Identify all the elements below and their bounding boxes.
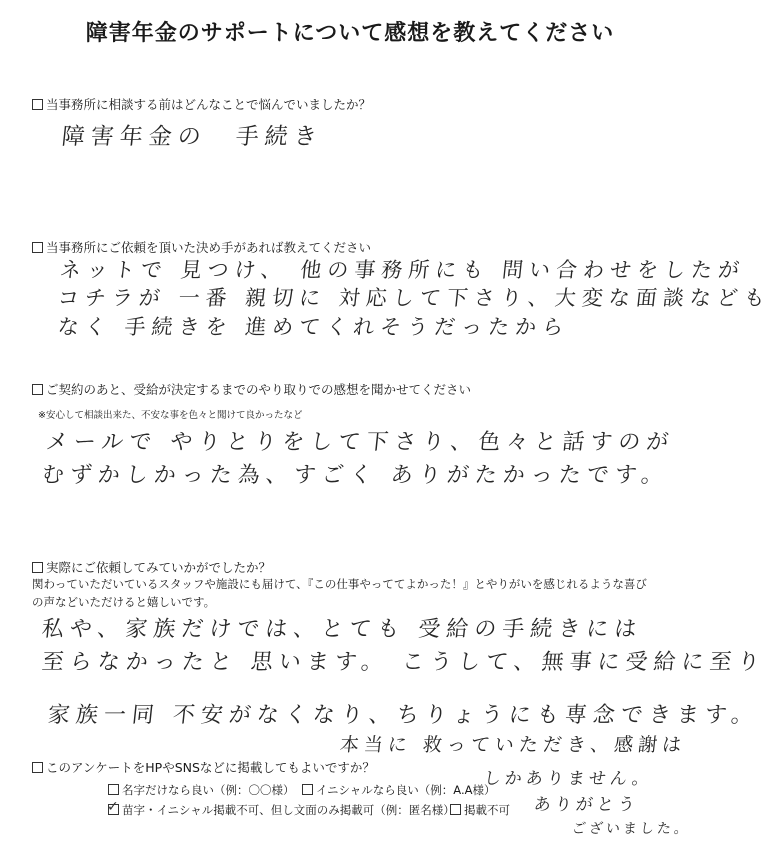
question-5 [32, 758, 375, 776]
option-initials-label: イニシャルなら良い（例：A.A様） [316, 783, 496, 797]
checkbox-icon [32, 99, 43, 110]
option-anonymous[interactable] [107, 799, 455, 818]
checkbox-icon [32, 562, 43, 573]
question-4-desc-line-1: 関わっていただいているスタッフや施設にも届けて、『この仕事やっててよかった！』とやりがいを感じれるような喜び [32, 577, 647, 591]
answer-4-line-7: ございました。 [571, 821, 692, 837]
question-4-text: 実際にご依頼してみていかがでしたか？ [46, 560, 272, 575]
answer-3-line-2: むずかしかった為、すごく ありがたかったです。 [40, 463, 671, 488]
question-1-text: 当事務所に相談する前はどんなことで悩んでいましたか？ [46, 97, 372, 112]
question-4 [32, 558, 271, 576]
answer-1: 障害年金の 手続き [60, 124, 325, 150]
question-3 [32, 380, 471, 398]
answer-3-line-1: メールで やりとりをして下さり、色々と話すのが [44, 430, 676, 455]
option-anonymous-label: 苗字・イニシャル掲載不可、但し文面のみ掲載可（例：匿名様） [122, 803, 455, 817]
answer-4-line-6: ありがとう [532, 795, 640, 815]
answer-4-line-5: しかありません。 [482, 769, 654, 789]
checkbox-icon [32, 762, 43, 773]
option-no-publish[interactable] [450, 802, 510, 818]
question-5-text: このアンケートをHPやSNSなどに掲載してもよいですか？ [46, 760, 375, 775]
question-3-note: ※安心して相談出来た、不安な事を色々と聞けて良かったなど [38, 410, 303, 421]
checkbox-icon[interactable] [450, 804, 461, 815]
question-2-text: 当事務所にご依頼を頂いた決め手があれば教えてください [46, 240, 372, 255]
checkbox-icon [32, 242, 43, 253]
answer-2-line-3: なく 手続きを 進めてくれそうだったから [56, 315, 571, 339]
checkbox-icon[interactable] [108, 784, 119, 795]
option-surname-label: 名字だけなら良い（例：〇〇様） [122, 783, 295, 797]
checkbox-icon[interactable] [302, 784, 313, 795]
option-initials[interactable] [302, 782, 496, 798]
option-surname[interactable] [108, 782, 295, 798]
question-4-desc-line-2: の声などいただけると嬉しいです。 [32, 595, 216, 609]
answer-4-line-2: 至らなかったと 思います。 こうして、無事に受給に至り [40, 650, 767, 675]
checkbox-icon [32, 384, 43, 395]
answer-2-line-1: ネットで 見つけ、 他の事務所にも 問い合わせをしたが [58, 258, 747, 282]
question-3-text: ご契約のあと、受給が決定するまでのやり取りでの感想を聞かせてください [46, 382, 472, 397]
answer-4-line-4: 本当に 救っていただき、感謝は [338, 734, 688, 756]
answer-4-line-1: 私や、家族だけでは、とても 受給の手続きには [40, 617, 644, 642]
answer-2-line-2: コチラが 一番 親切に 対応して下さり、大変な面談なども [56, 286, 773, 310]
checkbox-checked-icon[interactable] [107, 799, 119, 815]
answer-4-line-3: 家族一同 不安がなくなり、ちりょうにも専念できます。 [46, 703, 761, 728]
option-no-publish-label: 掲載不可 [464, 803, 510, 817]
page-title: 障害年金のサポートについて感想を教えてください [85, 21, 615, 46]
checkmark-icon: ✓ [107, 799, 119, 815]
question-1 [32, 95, 371, 113]
